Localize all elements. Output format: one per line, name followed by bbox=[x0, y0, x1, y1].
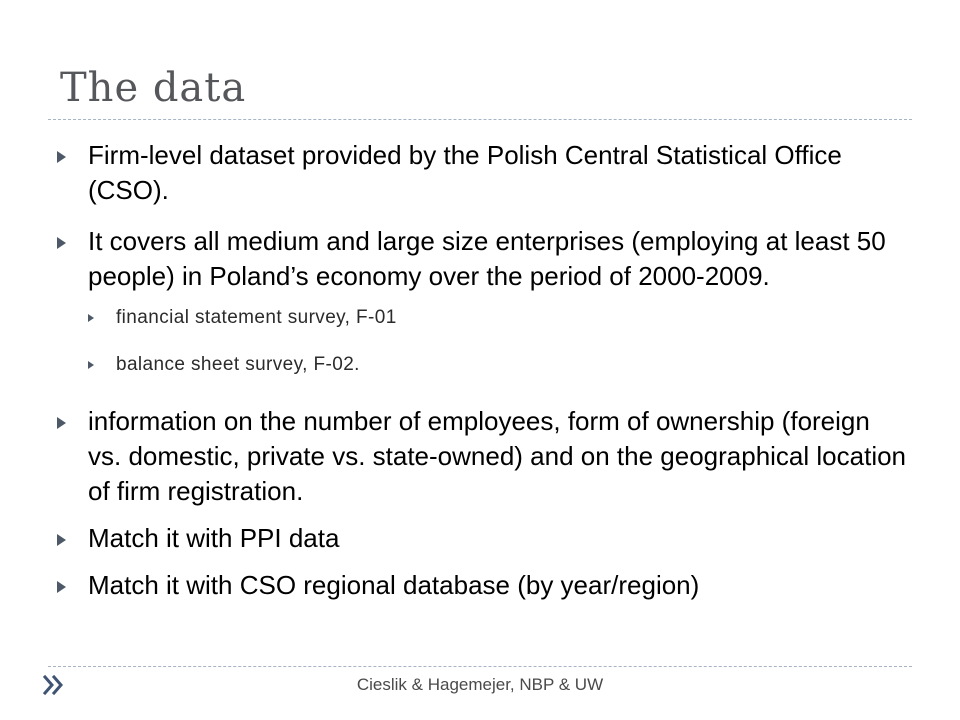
bullet-text: information on the number of employees, form of ownership (foreign vs. domestic, private vs. state-owned) and on the geographical location of firm registration. bbox=[88, 406, 907, 506]
sub-bullet-arrow-icon bbox=[88, 314, 94, 322]
bullet-arrow-icon bbox=[57, 151, 66, 163]
bullet-text: Firm-level dataset provided by the Polish Central Statistical Office (CSO). bbox=[88, 140, 842, 205]
bullet-text: It covers all medium and large size enterprises (employing at least 50 people) in Poland’s economy over the period of 2000-2009. bbox=[88, 226, 886, 291]
bullet-text: Match it with CSO regional database (by year/region) bbox=[88, 570, 700, 600]
sub-bullet-arrow-icon bbox=[88, 361, 94, 369]
bullet-arrow-icon bbox=[57, 581, 66, 593]
slide-title: The data bbox=[60, 65, 247, 111]
bullet-item bbox=[54, 138, 910, 208]
bullet-arrow-icon bbox=[57, 237, 66, 249]
bullet-text: Match it with PPI data bbox=[88, 523, 340, 553]
bullet-item bbox=[54, 224, 910, 294]
sub-bullet-item bbox=[54, 305, 910, 331]
bullet-item bbox=[54, 568, 910, 603]
footer-credits: Cieslik & Hagemejer, NBP & UW bbox=[356, 675, 604, 694]
bullet-item bbox=[54, 521, 910, 556]
sub-bullet-text: balance sheet survey, F-02. bbox=[116, 354, 360, 375]
sub-bullet-item bbox=[54, 352, 910, 378]
slide-body bbox=[54, 132, 910, 603]
sub-bullet-text: financial statement survey, F-01 bbox=[116, 307, 397, 328]
bullet-arrow-icon bbox=[57, 417, 66, 429]
bullet-arrow-icon bbox=[57, 534, 66, 546]
title-divider bbox=[48, 119, 912, 120]
bullet-item bbox=[54, 404, 910, 509]
footer-divider bbox=[48, 666, 912, 667]
